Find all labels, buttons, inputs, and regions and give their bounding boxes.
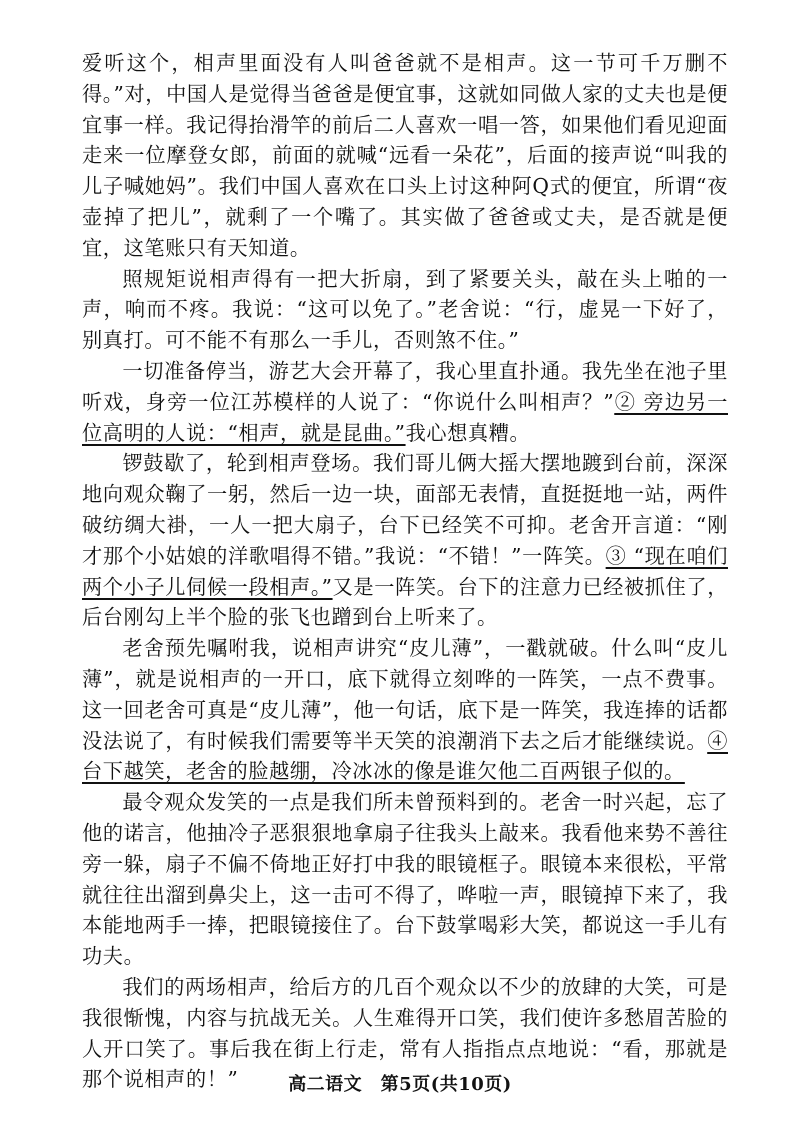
paragraph-text: 我们的两场相声，给后方的几百个观众以不少的放肆的大笑，可是我很惭愧，内容与抗战无关。人生难得开口笑，我们使许多愁眉苦脸的人开口笑了。事后我在街上行走，常有人指指点点地说：“看，那就是那个说相声的！” bbox=[82, 974, 728, 1092]
paragraph-text: 最令观众发笑的一点是我们所未曾预料到的。老舍一时兴起，忘了他的诺言，他抽冷子恶狠狠地拿扇子往我头上敲来。我看他来势不善往旁一躲，扇子不偏不倚地正好打中我的眼镜框子。眼镜本来很松，平常就往往出溜到鼻尖上，这一击可不得了，哗啦一声，眼镜掉下来了，我本能地两手一捧，把眼镜接住了。台下鼓掌喝彩大笑，都说这一手儿有功夫。 bbox=[82, 790, 728, 969]
paragraph-text: 一切准备停当，游艺大会开幕了，我心里直扑通。我先坐在池子里听戏，身旁一位江苏模样的人说了：“你说什么叫相声？” bbox=[82, 358, 728, 414]
underlined-sentence-4: ④ 台下越笑，老舍的脸越绷，冷冰冰的像是谁欠他二百两银子似的。 bbox=[82, 728, 728, 784]
paragraph-1 bbox=[82, 48, 728, 264]
underlined-sentence-2: ② 旁边另一位高明的人说：“相声，就是昆曲。” bbox=[82, 389, 728, 445]
paragraph-text: 锣鼓歇了，轮到相声登场。我们哥儿俩大摇大摆地踱到台前，深深地向观众鞠了一躬，然后一边一块，面部无表情，直挺挺地一站，两件破纺绸大褂，一人一把大扇子，台下已经笑不可抑。老舍开言道：“刚才那个小姑娘的洋歌唱得不错。”我说：“不错！”一阵笑。 bbox=[82, 451, 728, 568]
paragraph-6 bbox=[82, 787, 728, 972]
paragraph-text: 又是一阵笑。台下的注意力已经被抓住了，后台刚勾上半个脸的张飞也蹭到台上听来了。 bbox=[82, 574, 728, 630]
paragraph-text: 我心想真糟。 bbox=[405, 420, 531, 445]
underlined-sentence-3: ③ “现在咱们两个小子儿伺候一段相声。” bbox=[82, 543, 728, 599]
paragraph-text: 照规矩说相声得有一把大折扇，到了紧要关头，敲在头上啪的一声，响而不疼。我说：“这可以免了。”老舍说：“行，虚晃一下好了，别真打。可不能不有那么一手儿，否则煞不住。” bbox=[82, 266, 728, 353]
paragraph-text: 老舍预先嘱咐我，说相声讲究“皮儿薄”，一戳就破。什么叫“皮儿薄”，就是说相声的一开口，底下就得立刻哗的一阵笑，一点不费事。这一回老舍可真是“皮儿薄”，他一句话，底下是一阵笑，我连捧的话都没法说了，有时候我们需要等半天笑的浪潮消下去之后才能继续说。 bbox=[82, 636, 728, 753]
paragraph-3 bbox=[82, 356, 728, 448]
page-footer: 高二语文 第5页(共10页) bbox=[288, 1074, 512, 1095]
paragraph-4 bbox=[82, 448, 728, 633]
paragraph-text: 爱听这个，相声里面没有人叫爸爸就不是相声。这一节可千万删不得。”对，中国人是觉得当爸爸是便宜事，这就如同做人家的丈夫也是便宜事一样。我记得抬滑竿的前后二人喜欢一唱一答，如果他们看见迎面走来一位摩登女郎，前面的就喊“远看一朵花”，后面的接声说“叫我的儿子喊她妈”。我们中国人喜欢在口头上讨这种阿Q式的便宜，所谓“夜壶掉了把儿”，就剩了一个嘴了。其实做了爸爸或丈夫，是否就是便宜，这笔账只有天知道。 bbox=[82, 51, 728, 260]
paragraph-2 bbox=[82, 264, 728, 356]
paragraph-5 bbox=[82, 633, 728, 787]
article-body bbox=[82, 48, 728, 1095]
